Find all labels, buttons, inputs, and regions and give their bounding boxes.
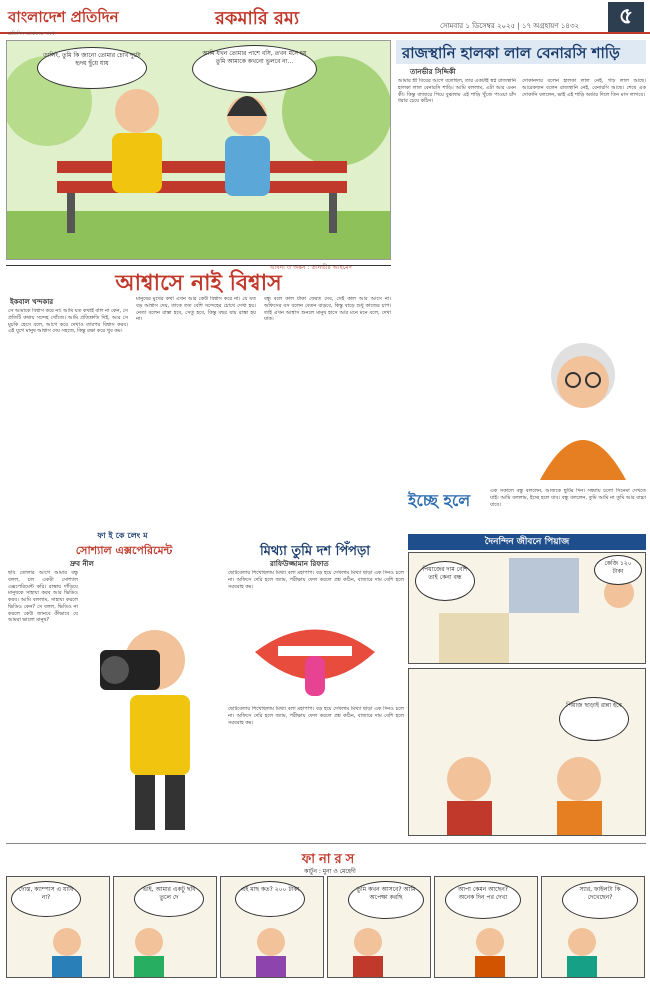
main-cartoon — [6, 40, 391, 260]
mithya-byline: রাফিউজ্জামান রিফাত — [270, 560, 329, 568]
main-article-col3: বন্ধু বলে কাল টাকা ফেরত দেব, সেই কাল আর আসে না। অফিসের বস বলেন বেতন বাড়বে, কিন্তু বাড়ে শুধু কাজের চাপ। তাই এখন আশ্বাস শুনলে মানুষ হাসে আর মনে মনে বলে, দেখা যাক। — [264, 296, 391, 323]
divider — [6, 843, 646, 844]
main-byline: ইকবাল খন্দকার — [10, 298, 54, 306]
photographer-illustration — [80, 570, 220, 840]
fanaras-credit: কার্টুন : মুনা ও মেহেদী — [304, 868, 356, 875]
dainandin-bubble-2: কেজি ১২০ টাকা — [594, 555, 642, 585]
fanaras-panel-4 — [327, 876, 431, 978]
lips-illustration — [250, 612, 380, 702]
fanaras-bubble-3: এই মাছ কত? ২০০ টাকা — [235, 881, 305, 917]
fanaras-panel-5 — [434, 876, 538, 978]
dainandin-title: দৈনন্দিন জীবনে পিয়াজ — [408, 534, 646, 550]
dainandin-bubble-3: পিয়াজ ছাড়াই রান্না হবে — [559, 697, 629, 741]
dateline: সোমবার ১ ডিসেম্বর ২০২৫ | ১৭ অগ্রহায়ণ ১৪৩২ — [440, 22, 580, 30]
rajasthani-col2: দোকানদার বলেন হালকা লাল নেই, গাঢ় লাল আছে। আরেকজন বলেন রাজস্থানি নেই, বেনারসি আছে। শেষে এক দোকানি বললেন, ভাই এই শাড়ি অর্ডার দিলে তিন মাস লাগবে। — [522, 78, 646, 98]
ichhe-title: ইচ্ছে হলে — [408, 491, 471, 510]
social-byline: দ্রুব নীল — [70, 560, 94, 568]
fanaras-bubble-1: দোস্ত, ক্যাম্পাস এ যাবি না? — [11, 881, 81, 917]
mithya-text-bottom: ছোটবেলায় শিখেছিলাম মিথ্যা বলা মহাপাপ। বড় হয়ে দেখলাম মিথ্যা ছাড়া এক দিনও চলে না। অফিসে দেরি হলে জ্যাম, পরীক্ষায় ফেল করলে প্রশ্ন কঠিন, বাজারে দাম বেশি হলে সরবরাহ কম। — [228, 706, 404, 726]
ichhe-text: এক সকালে বন্ধু বললেন, আজকে ছুটির দিন। সন্ধ্যায় চলো সিনেমা দেখতে যাই। আমি বললাম, ইচ্ছে হলে যাব। বন্ধু বললেন, তুমি আমি না তুমি আর বাচ্চা যাবে। — [490, 488, 646, 508]
logo-text: বাংলাদেশ প্রতিদিন — [8, 8, 119, 26]
speech-bubble-left: ডার্লিং, তুমি কি জানো তোমার চোখ দুটো হৃদয় ছুঁয়ে যায় — [37, 47, 147, 89]
main-article-col2: মানুষের মুখের কথা এখন আর কেউ বিশ্বাস করে না। যে যত বড় আশ্বাস দেয়, তাকে তত বেশি সন্দেহের চোখে দেখা হয়। নেতা বলেন রাস্তা হবে, সেতু হবে, কিন্তু বছর যায় রাস্তা হয় না। — [136, 296, 256, 323]
logo-tagline: প্রতিদিন আমাদের সাথে — [8, 31, 55, 37]
fanaras-panel-6 — [541, 876, 645, 978]
rajasthani-col1: আমার স্ত্রী বিয়ের আগে বলেছিল, তার একটাই স্বপ্ন রাজস্থানি হালকা লাল বেনারসি শাড়ি। আমি বললাম, এটা আর এমন কী। কিন্তু বাজারে গিয়ে বুঝলাম এই শাড়ি খুঁজে পাওয়া চাঁদ ধরার চেয়ে কঠিন। — [398, 78, 516, 105]
speech-bubble-right: আমি যখন তোমার পাশে বসি, তখন মনে হয় তুমি আমাকে কখনো ভুলবে না... — [192, 45, 317, 93]
section-title: রকমারি রম্য — [215, 8, 300, 29]
page-number: ৫ — [608, 2, 644, 32]
ichhe-hole-block — [408, 488, 646, 528]
main-article-col1: সে আমাকে বিশ্বাস করে না। আমি যত কথাই বলি না কেন, সে প্রতিটি কথায় সন্দেহ খোঁজে। আমি প্রতিশ্রুতি দিই, আর সে মুচকি হেসে বলে, আগে করে দেখাও তারপর বিশ্বাস করব। এই যুগে মানুষ আশ্বাস দেয় সহজে, কিন্তু রক্ষা করে খুব কম। — [8, 308, 128, 335]
old-woman-illustration — [520, 320, 646, 480]
fanaras-bubble-5: আপা কেমন আছেন? অনেক দিন পর দেখা — [445, 881, 521, 919]
main-headline: আশ্বাসে নাই বিশ্বাস — [6, 265, 391, 291]
fanaras-bubble-2: ভাই, আমার একটু ছবি তুলে দে — [134, 881, 204, 917]
mithya-text-top: ছোটবেলায় শিখেছিলাম মিথ্যা বলা মহাপাপ। বড় হয়ে দেখলাম মিথ্যা ছাড়া এক দিনও চলে না। অফিসে দেরি হলে জ্যাম, পরীক্ষায় ফেল করলে প্রশ্ন কঠিন, বাজারে দাম বেশি হলে সরবরাহ কম। — [228, 570, 404, 590]
dainandin-panel-top — [408, 552, 646, 664]
social-title: সোশ্যাল এক্সপেরিমেন্ট — [75, 544, 173, 557]
dainandin-bubble-1: পিয়াজের দাম বেশি তাই কেনা বন্ধ — [415, 561, 475, 601]
fanaras-title: ফানারস — [301, 852, 359, 867]
newspaper-logo — [8, 6, 119, 39]
social-text: ছবি তোলার আগে আমার বন্ধু বলল, চল একটা সোশ্যাল এক্সপেরিমেন্ট করি। রাস্তায় দাঁড়িয়ে মানুষকে সাহায্য করব আর ভিডিও করব। আমি বললাম, সাহায্য করলে ভিডিও কেন? সে বলল, ভিডিও না করলে কেউ জানবে কীভাবে যে আমরা ভালো মানুষ? — [8, 570, 78, 624]
mithya-title: মিথ্যা তুমি দশ পিঁপড়া — [259, 544, 371, 559]
dainandin-panel-bottom — [408, 668, 646, 836]
social-kicker: ফাইকেলেংম — [97, 531, 151, 540]
fanaras-bubble-4: তুমি কখন আসবে? আমি অপেক্ষা করছি — [348, 881, 424, 919]
fanaras-panel-2 — [113, 876, 217, 978]
rajasthani-byline: তানভীর সিদ্দিকী — [410, 68, 456, 76]
cartoon-credit: ভাবনা ও অঙ্কন : তানভীর আহমেদ — [270, 264, 352, 271]
fanaras-panel-3 — [220, 876, 324, 978]
fanaras-panel-1 — [6, 876, 110, 978]
rajasthani-headline: রাজস্থানি হালকা লাল বেনারসি শাড়ি — [396, 40, 646, 64]
fanaras-bubble-6: স্যার, ফাইলটা কি দেখেছেন? — [562, 881, 638, 919]
